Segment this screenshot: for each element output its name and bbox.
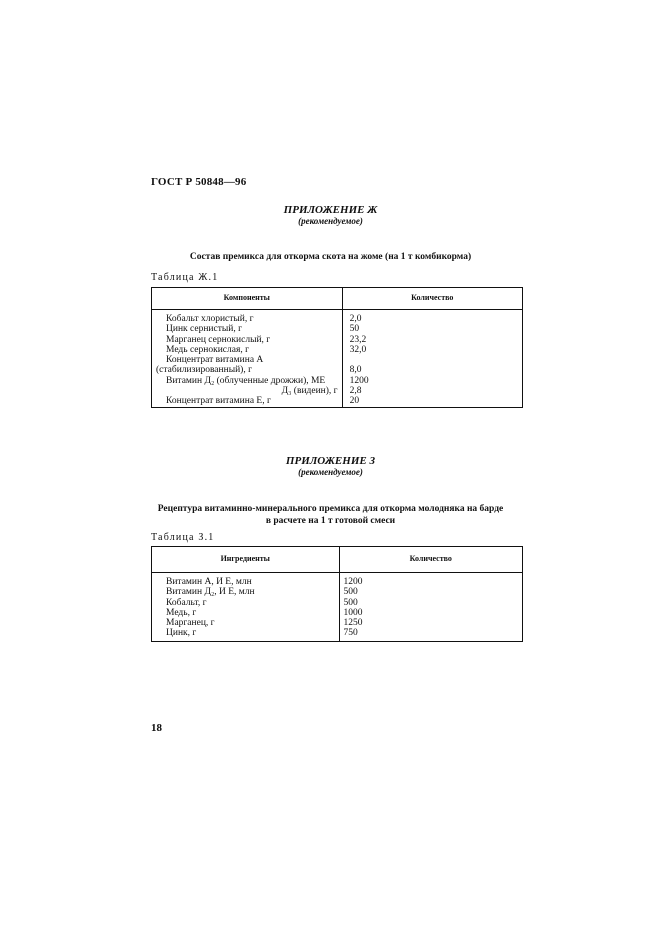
row-value: 20 xyxy=(342,396,522,407)
appendix-z-heading-line2: в расчете на 1 т готовой смеси xyxy=(265,516,396,526)
row-name: Д₃ (видеин), г xyxy=(152,386,343,396)
table-row xyxy=(152,335,523,345)
table-zh1-label: Таблица Ж.1 xyxy=(151,272,219,283)
row-name: Витамин Д₂, И Е, млн xyxy=(152,587,340,597)
row-value: 750 xyxy=(339,628,522,641)
table-z1-header-quantity: Количество xyxy=(339,547,522,573)
table-z1 xyxy=(151,546,523,642)
table-z1-label: Таблица З.1 xyxy=(151,532,215,543)
table-row xyxy=(152,396,523,407)
row-name: Витамин Д₂ (облученные дрожжи), МЕ xyxy=(152,376,343,386)
row-value: 50 xyxy=(342,324,522,334)
table-zh1 xyxy=(151,287,523,408)
row-value: 2,8 xyxy=(342,386,522,396)
row-value: 500 xyxy=(339,598,522,608)
row-value: 23,2 xyxy=(342,335,522,345)
appendix-zh-title: ПРИЛОЖЕНИЕ Ж xyxy=(283,204,378,216)
row-name: Марганец сернокислый, г xyxy=(152,335,343,345)
table-row xyxy=(152,573,523,588)
row-value: 500 xyxy=(339,587,522,597)
row-value: 1200 xyxy=(342,376,522,386)
table-row xyxy=(152,355,523,365)
appendix-z-title: ПРИЛОЖЕНИЕ З xyxy=(285,455,376,467)
row-name: Медь сернокислая, г xyxy=(152,345,343,355)
appendix-zh-subtitle: (рекомендуемое) xyxy=(298,216,363,226)
row-name: Концентрат витамина А xyxy=(152,355,343,365)
row-value: 1250 xyxy=(339,618,522,628)
document-code: ГОСТ Р 50848—96 xyxy=(151,176,247,188)
appendix-z-heading-line1: Рецептура витаминно-минерального премикса для откорма молодняка на барде xyxy=(157,504,504,514)
row-value: 1200 xyxy=(339,573,522,588)
row-name: Цинк, г xyxy=(152,628,340,641)
appendix-zh-heading: Состав премикса для откорма скота на жоме (на 1 т комбикорма) xyxy=(189,252,472,262)
table-row xyxy=(152,376,523,386)
row-name: Концентрат витамина Е, г xyxy=(152,396,343,407)
row-value: 2,0 xyxy=(342,310,522,325)
row-name: Медь, г xyxy=(152,608,340,618)
table-row xyxy=(152,345,523,355)
table-z1-header-ingredients: Ингредиенты xyxy=(152,547,340,573)
row-value: 1000 xyxy=(339,608,522,618)
row-name: (стабилизированный), г xyxy=(152,365,343,375)
row-name: Витамин А, И Е, млн xyxy=(152,573,340,588)
row-value: 32,0 xyxy=(342,345,522,355)
row-name: Кобальт, г xyxy=(152,598,340,608)
table-row xyxy=(152,365,523,375)
appendix-z-subtitle: (рекомендуемое) xyxy=(298,467,363,477)
table-row xyxy=(152,598,523,608)
table-zh1-header-components: Компоненты xyxy=(152,288,343,310)
table-row xyxy=(152,628,523,641)
row-name: Марганец, г xyxy=(152,618,340,628)
table-row xyxy=(152,618,523,628)
table-row xyxy=(152,324,523,334)
table-row xyxy=(152,608,523,618)
row-name: Кобальт хлористый, г xyxy=(152,310,343,325)
table-row xyxy=(152,587,523,597)
row-value: 8,0 xyxy=(342,365,522,375)
table-zh1-header-quantity: Количество xyxy=(342,288,522,310)
table-row xyxy=(152,386,523,396)
row-value xyxy=(342,355,522,365)
table-row xyxy=(152,310,523,325)
row-name: Цинк сернистый, г xyxy=(152,324,343,334)
page-number: 18 xyxy=(151,722,162,734)
